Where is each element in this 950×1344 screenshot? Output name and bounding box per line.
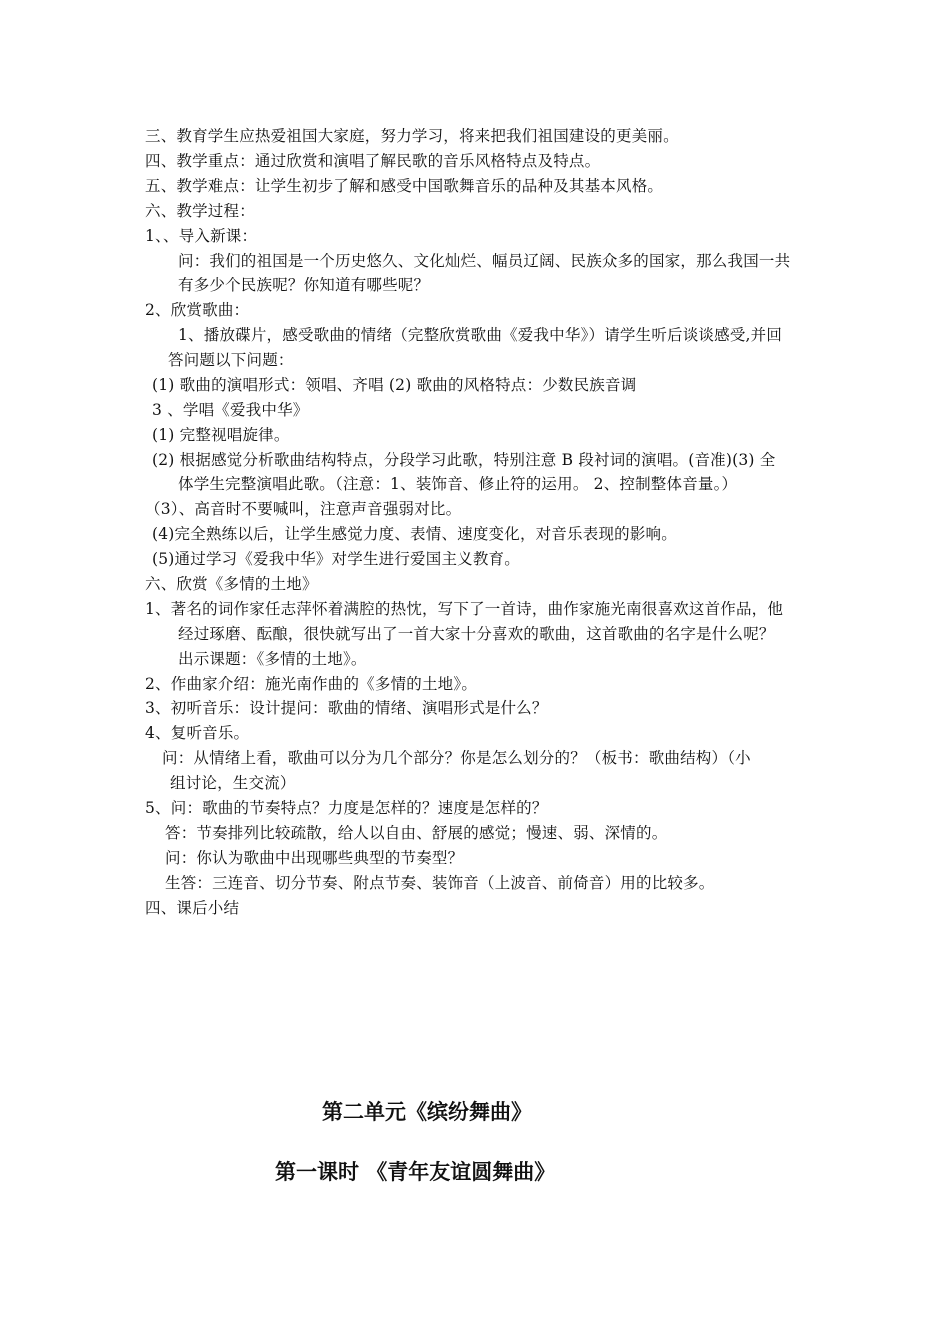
text-line: 问：从情绪上看，歌曲可以分为几个部分？你是怎么划分的？（板书：歌曲结构）（小 <box>162 749 751 767</box>
text-line: (1) 完整视唱旋律。 <box>152 426 290 444</box>
text-line: 经过琢磨、酝酿，很快就写出了一首大家十分喜欢的歌曲，这首歌曲的名字是什么呢？ <box>178 625 775 643</box>
text-line: 答：节奏排列比较疏散，给人以自由、舒展的感觉；慢速、弱、深情的。 <box>165 824 668 842</box>
text-line: 1、播放碟片，感受歌曲的情绪（完整欣赏歌曲《爱我中华》）请学生听后谈谈感受,并回 <box>178 326 783 344</box>
text-line: 1、著名的词作家任志萍怀着满腔的热忱，写下了一首诗，曲作家施光南很喜欢这首作品，他 <box>145 600 784 618</box>
text-line: 1、、导入新课： <box>145 227 258 245</box>
text-line: 六、欣赏《多情的土地》 <box>145 575 318 593</box>
text-line: 生答：三连音、切分节奏、附点节奏、装饰音（上波音、前倚音）用的比较多。 <box>165 874 715 892</box>
text-line: 体学生完整演唱此歌。（注意：1、装饰音、修止符的运用。 2、控制整体音量。） <box>178 475 738 493</box>
text-line: 五、教学难点：让学生初步了解和感受中国歌舞音乐的品种及其基本风格。 <box>145 177 664 195</box>
text-line: 四、课后小结 <box>145 899 240 917</box>
lesson-title: 第一课时 《青年友谊圆舞曲》 <box>275 1160 556 1184</box>
text-line: (5)通过学习《爱我中华》对学生进行爱国主义教育。 <box>152 550 520 568</box>
text-line: 答问题以下问题： <box>168 351 294 369</box>
text-line: 3 、学唱《爱我中华》 <box>152 401 309 419</box>
text-line: 5、问：歌曲的节奏特点？力度是怎样的？速度是怎样的？ <box>145 799 548 817</box>
text-line: 出示课题：《多情的土地》。 <box>178 650 367 668</box>
text-line: 4、复听音乐。 <box>145 724 250 742</box>
text-line: （3）、高音时不要喊叫，注意声音强弱对比。 <box>145 500 462 518</box>
text-line: (1) 歌曲的演唱形式：领唱、齐唱 (2) 歌曲的风格特点：少数民族音调 <box>152 376 637 394</box>
text-line: 组讨论，生交流） <box>170 774 296 792</box>
text-line: 2、欣赏歌曲： <box>145 301 250 319</box>
text-line: 六、教学过程： <box>145 202 255 220</box>
text-line: 问：你认为歌曲中出现哪些典型的节奏型？ <box>165 849 464 867</box>
text-line: 3、初听音乐：设计提问：歌曲的情绪、演唱形式是什么？ <box>145 699 548 717</box>
text-line: 问：我们的祖国是一个历史悠久、文化灿烂、幅员辽阔、民族众多的国家，那么我国一共 <box>178 252 791 270</box>
text-line: (4)完全熟练以后，让学生感觉力度、表情、速度变化，对音乐表现的影响。 <box>152 525 677 543</box>
text-line: (2) 根据感觉分析歌曲结构特点，分段学习此歌，特别注意 B 段衬词的演唱。(音准)(3) 全 <box>152 451 776 469</box>
text-line: 四、教学重点：通过欣赏和演唱了解民歌的音乐风格特点及特点。 <box>145 152 601 170</box>
text-line: 有多少个民族呢？你知道有哪些呢？ <box>178 276 430 294</box>
unit-title: 第二单元《缤纷舞曲》 <box>322 1100 532 1124</box>
text-line: 2、作曲家介绍：施光南作曲的《多情的土地》。 <box>145 675 478 693</box>
text-line: 三、教育学生应热爱祖国大家庭，努力学习，将来把我们祖国建设的更美丽。 <box>145 127 679 145</box>
